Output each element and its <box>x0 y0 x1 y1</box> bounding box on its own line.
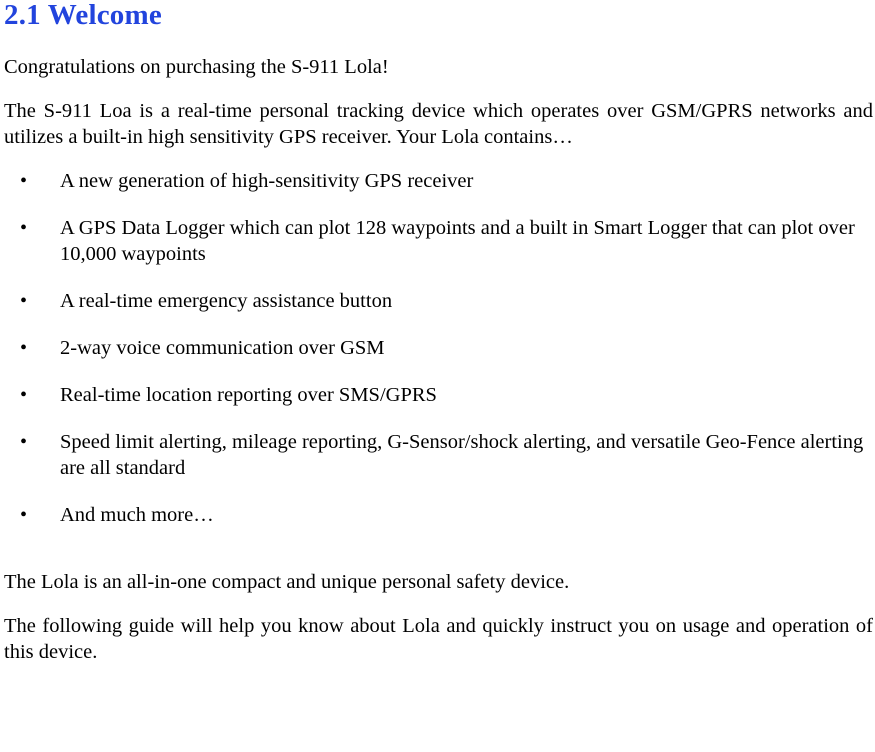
list-item <box>2 502 873 528</box>
feature-list <box>2 168 873 528</box>
bullet-icon: • <box>20 431 28 453</box>
bullet-icon: • <box>20 504 28 526</box>
bullet-icon: • <box>20 290 28 312</box>
list-item <box>2 382 873 408</box>
list-item <box>2 288 873 314</box>
guide-paragraph: The following guide will help you know about Lola and quickly instruct you on usage and operation of this device. <box>4 615 873 663</box>
list-item <box>2 168 873 194</box>
description-paragraph: The S-911 Loa is a real-time personal tracking device which operates over GSM/GPRS networks and utilizes a built-in high sensitivity GPS receiver. Your Lola contains… <box>4 100 873 148</box>
bullet-icon: • <box>20 384 28 406</box>
list-item-label: 2-way voice communication over GSM <box>60 337 385 359</box>
list-item-label: A real-time emergency assistance button <box>60 290 393 312</box>
bullet-icon: • <box>20 337 28 359</box>
bullet-icon: • <box>20 170 28 192</box>
list-item <box>2 215 873 267</box>
list-item <box>2 335 873 361</box>
list-item <box>2 429 873 481</box>
closing-paragraph: The Lola is an all-in-one compact and unique personal safety device. <box>4 571 570 593</box>
list-item-label: A GPS Data Logger which can plot 128 waypoints and a built in Smart Logger that can plot over 10,000 waypoints <box>60 217 855 265</box>
bullet-icon: • <box>20 217 28 239</box>
list-item-label: A new generation of high-sensitivity GPS receiver <box>60 170 474 192</box>
list-item-label: Real-time location reporting over SMS/GPRS <box>60 384 437 406</box>
section-divider <box>2 549 873 569</box>
section-heading: 2.1 Welcome <box>4 0 162 31</box>
page-title <box>2 0 873 32</box>
list-item-label: Speed limit alerting, mileage reporting, G-Sensor/shock alerting, and versatile Geo-Fence alerting are all standard <box>60 431 864 479</box>
list-item-label: And much more… <box>60 504 214 526</box>
intro-paragraph: Congratulations on purchasing the S-911 Lola! <box>4 56 389 78</box>
